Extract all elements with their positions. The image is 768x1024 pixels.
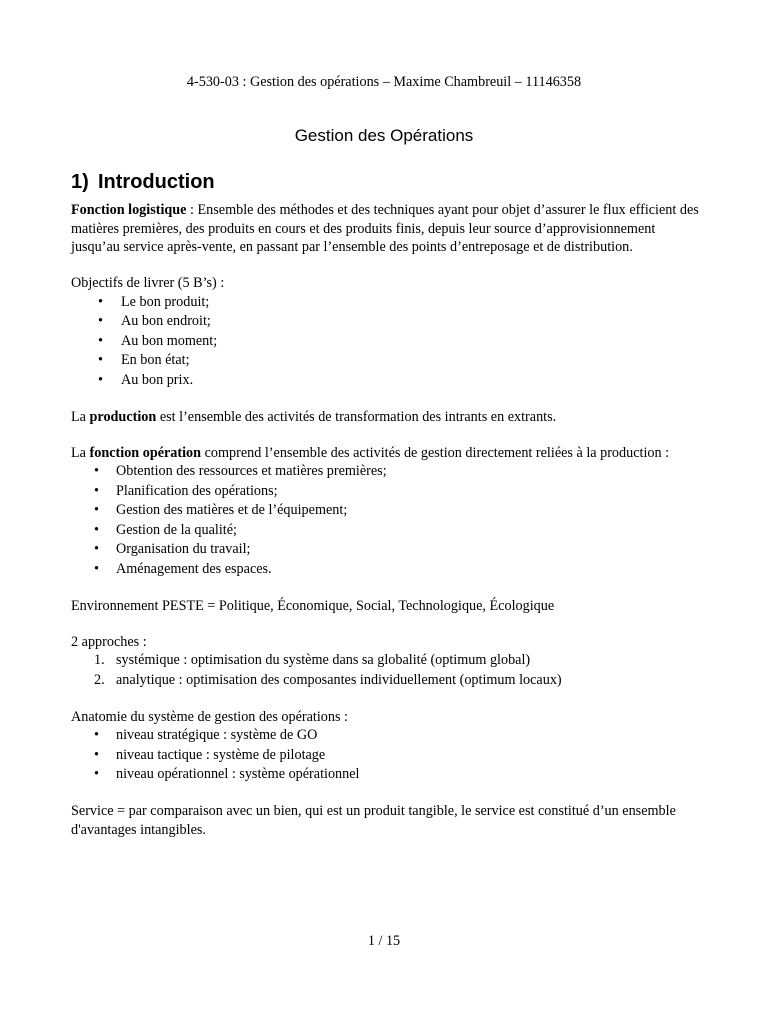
logistique-definition: : Ensemble des méthodes et des techniques ayant pour objet d’assurer le flux efficient des matières premières, des produits en cours et des produits finis, depuis leur source d’approvisionnement jusqu’au service après-vente, en passant par l’ensemble des points d’entreposage et de distribution.: [71, 202, 699, 255]
list-item: • En bon état;: [71, 351, 701, 371]
document-title: Gestion des Opérations: [294, 126, 474, 145]
peste-paragraph: Environnement PESTE = Politique, Économique, Social, Technologique, Écologique: [71, 597, 555, 614]
list-item: • Obtention des ressources et matières premières;: [71, 462, 701, 482]
section-number: 1): [71, 171, 89, 193]
anatomie-intro: Anatomie du système de gestion des opérations :: [71, 708, 348, 725]
objectifs-list: [71, 293, 701, 391]
list-item: • niveau tactique : système de pilotage: [71, 746, 701, 766]
fonction-operation-term: fonction opération: [89, 444, 202, 461]
page-header: 4-530-03 : Gestion des opérations – Maxime Chambreuil – 11146358: [186, 74, 582, 90]
page-number: 1 / 15: [367, 933, 401, 949]
production-term: production: [89, 408, 157, 425]
list-item: • Au bon endroit;: [71, 312, 701, 332]
anatomie-list: [71, 726, 701, 785]
production-pre: La: [71, 408, 90, 425]
logistique-paragraph: [71, 201, 701, 257]
list-item: • Gestion des matières et de l’équipement;: [71, 501, 701, 521]
fonction-operation-list: [71, 462, 701, 579]
approches-list: [71, 651, 701, 690]
list-item: • Au bon moment;: [71, 332, 701, 352]
list-number: 2.: [94, 671, 105, 688]
list-item: • Gestion de la qualité;: [71, 521, 701, 541]
list-item: • Organisation du travail;: [71, 540, 701, 560]
list-item: [71, 651, 701, 671]
list-item: • Au bon prix.: [71, 371, 701, 391]
list-item: [71, 671, 701, 691]
fonction-operation-paragraph: [71, 444, 701, 463]
list-item: • niveau opérationnel : système opérationnel: [71, 765, 701, 785]
list-number: 1.: [94, 652, 105, 668]
objectifs-intro: Objectifs de livrer (5 B’s) :: [71, 275, 225, 291]
list-text: systémique : optimisation du système dans sa globalité (optimum global): [116, 652, 531, 668]
list-text: analytique : optimisation des composantes individuellement (optimum locaux): [116, 671, 562, 688]
production-definition: est l’ensemble des activités de transformation des intrants en extrants.: [156, 408, 557, 425]
approches-intro: 2 approches :: [71, 633, 147, 650]
section-heading: [71, 169, 215, 195]
fonction-operation-definition: comprend l’ensemble des activités de gestion directement reliées à la production :: [201, 444, 670, 461]
section-title: Introduction: [98, 171, 215, 193]
service-paragraph: Service = par comparaison avec un bien, qui est un produit tangible, le service est constitué d’un ensemble d'avantages intangibles.: [71, 803, 676, 838]
document-body: [71, 201, 701, 839]
list-item: • niveau stratégique : système de GO: [71, 726, 701, 746]
logistique-term: Fonction logistique: [71, 202, 187, 218]
list-item: • Aménagement des espaces.: [71, 560, 701, 580]
production-paragraph: [71, 408, 701, 427]
list-item: • Planification des opérations;: [71, 482, 701, 502]
fonction-operation-pre: La: [71, 444, 90, 461]
list-item: • Le bon produit;: [71, 293, 701, 313]
